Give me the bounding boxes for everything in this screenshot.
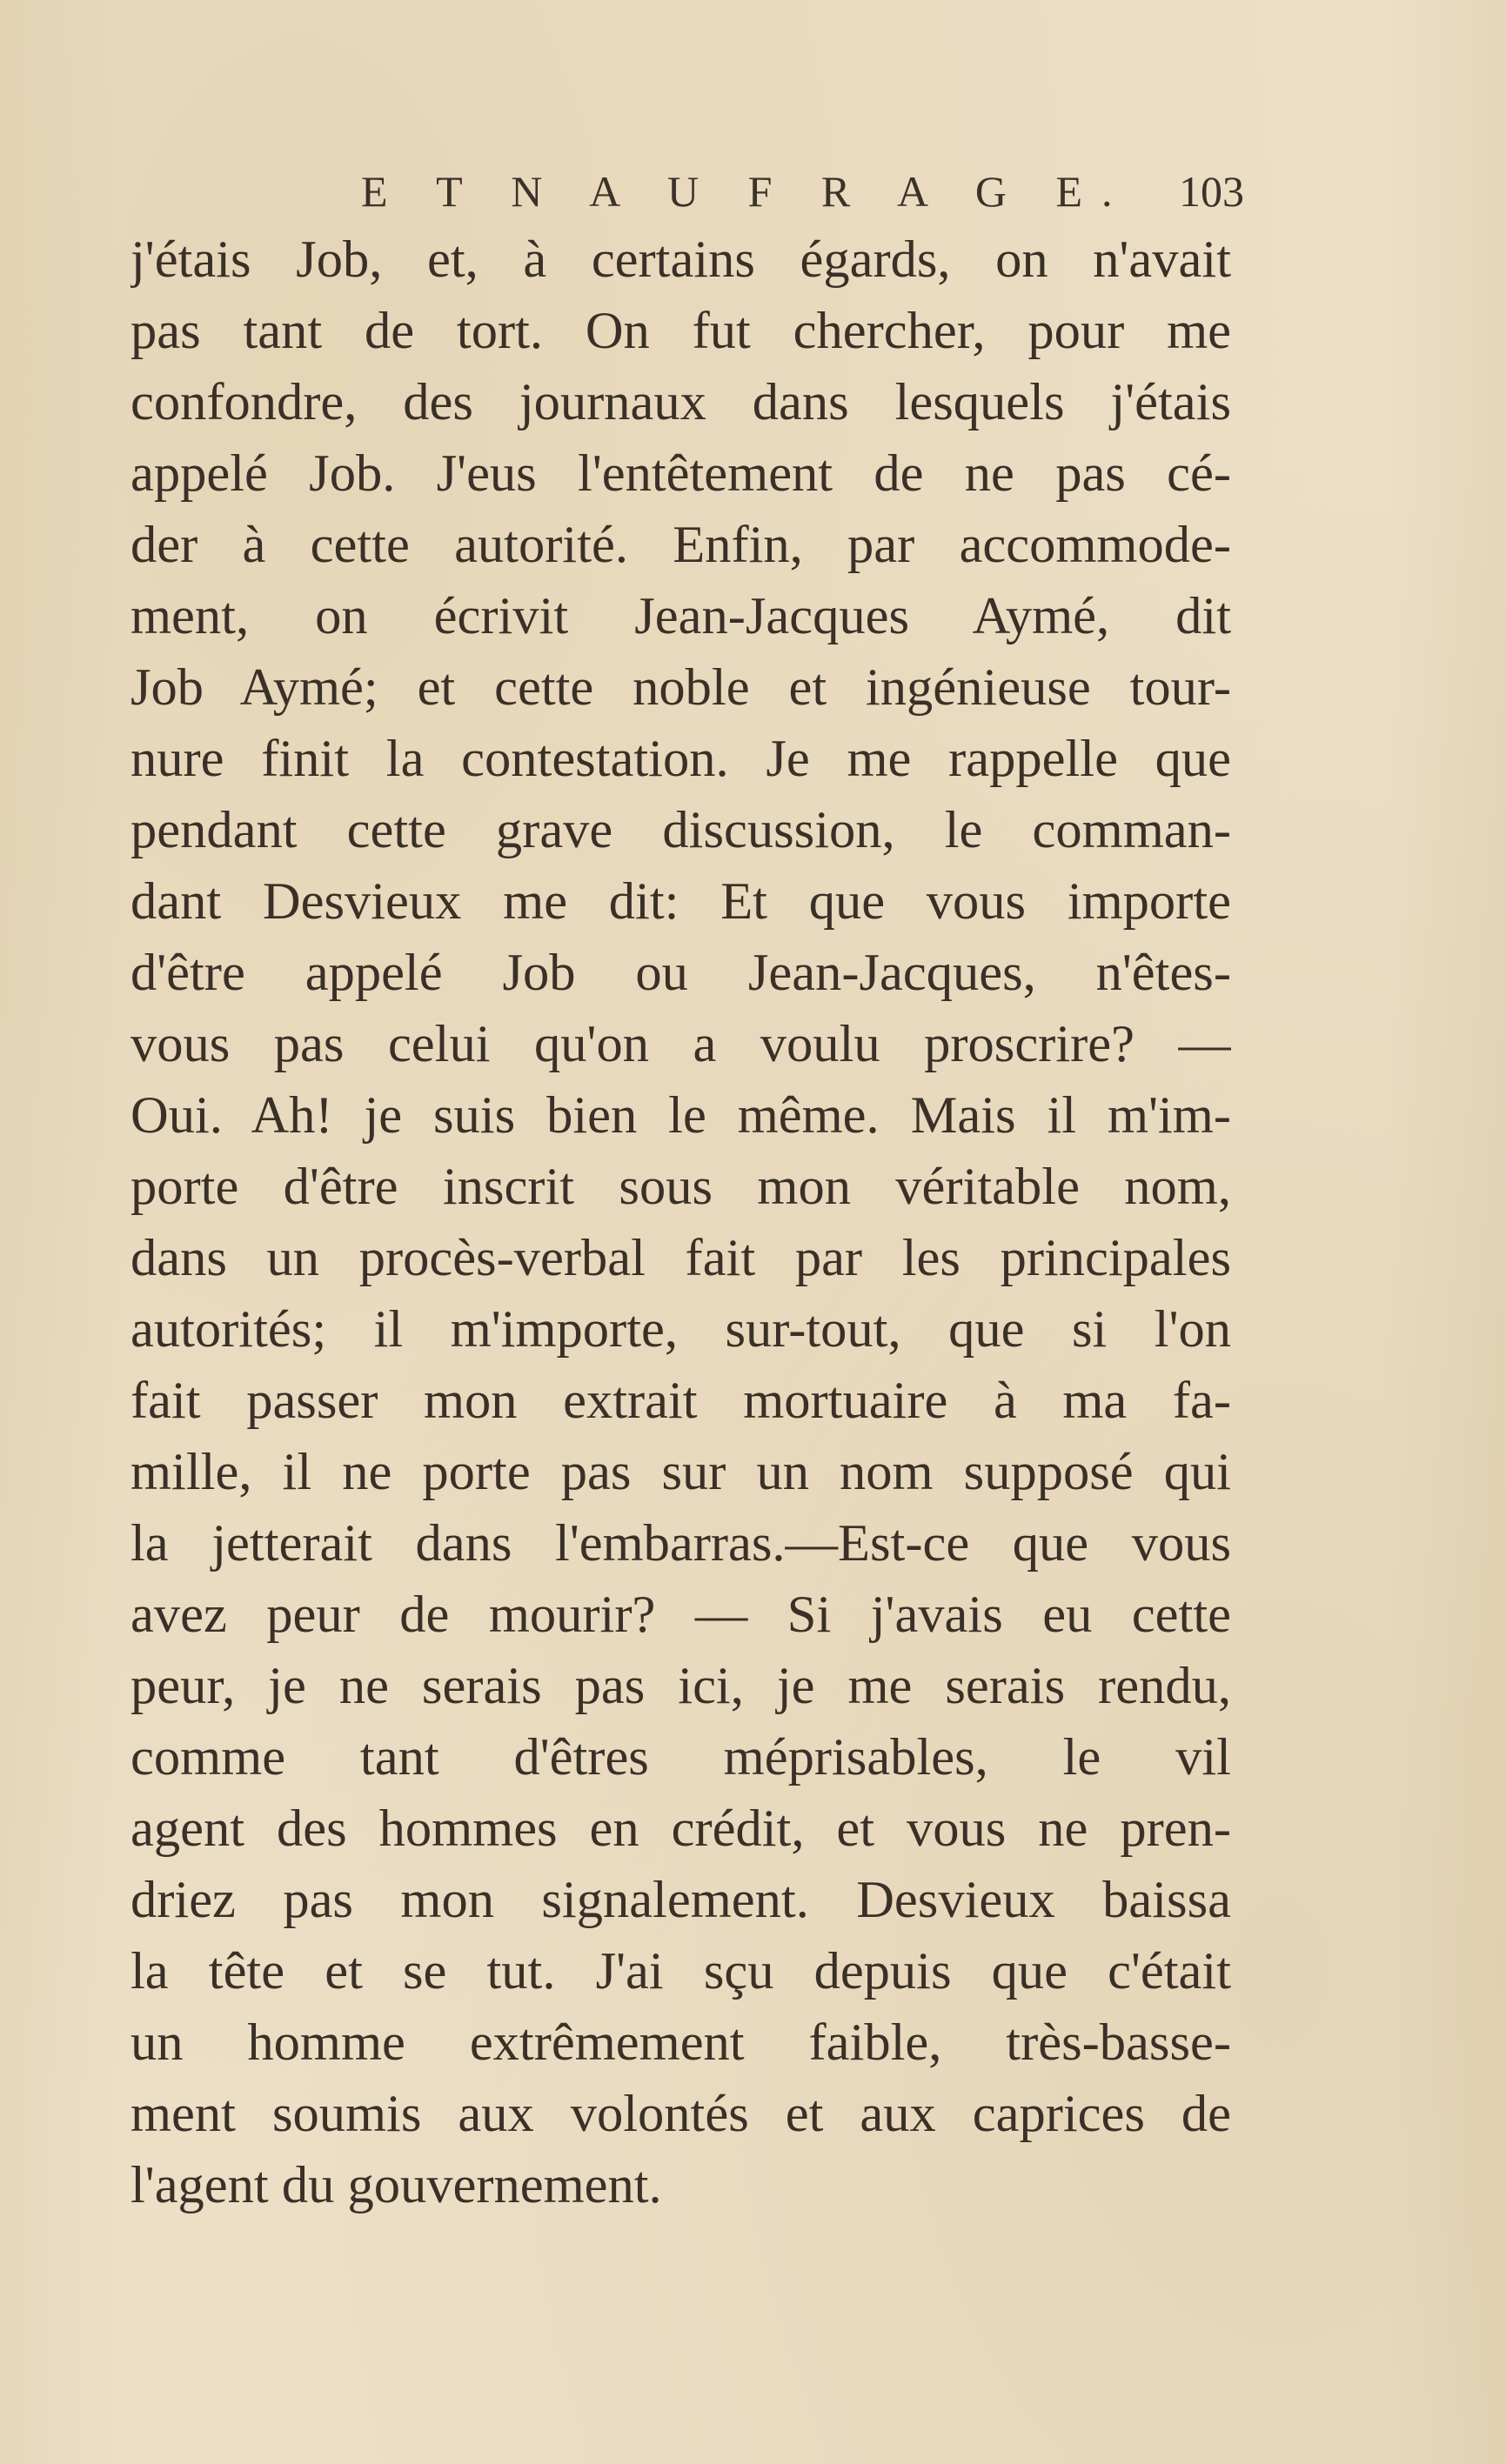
text-line: autorités; il m'importe, sur-tout, que si l'on: [131, 1300, 1231, 1359]
text-line: peur, je ne serais pas ici, je me serais rendu,: [131, 1657, 1231, 1715]
text-line: d'être appelé Job ou Jean-Jacques, n'êtes-: [131, 944, 1231, 1002]
page-number: 103: [1179, 167, 1244, 216]
text-line: ment soumis aux volontés et aux caprices de: [131, 2085, 1231, 2143]
body-text: [131, 224, 1231, 2221]
running-head: [135, 161, 1244, 222]
text-line: ment, on écrivit Jean-Jacques Aymé, dit: [131, 587, 1231, 645]
text-line: avez peur de mourir? — Si j'avais eu cette: [131, 1586, 1231, 1644]
text-line: comme tant d'êtres méprisables, le vil: [131, 1728, 1231, 1786]
text-line: fait passer mon extrait mortuaire à ma fa-: [131, 1372, 1231, 1430]
text-line: vous pas celui qu'on a voulu proscrire? —: [131, 1015, 1231, 1073]
text-line: j'étais Job, et, à certains égards, on n'avait: [131, 230, 1231, 289]
running-title: E T N A U F R A G E.: [361, 167, 1132, 216]
text-line: driez pas mon signalement. Desvieux baissa: [131, 1871, 1231, 1929]
text-line: nure finit la contestation. Je me rappelle que: [131, 730, 1231, 788]
text-line: pas tant de tort. On fut chercher, pour me: [131, 302, 1231, 360]
text-line: pendant cette grave discussion, le comman-: [131, 801, 1231, 859]
text-line: un homme extrêmement faible, très-basse-: [131, 2013, 1231, 2072]
text-line: la tête et se tut. J'ai sçu depuis que c'était: [131, 1942, 1231, 2000]
text-line: agent des hommes en crédit, et vous ne pren-: [131, 1800, 1231, 1858]
text-line: confondre, des journaux dans lesquels j'étais: [131, 373, 1231, 431]
text-line: la jetterait dans l'embarras.—Est-ce que vous: [131, 1514, 1231, 1573]
text-line: porte d'être inscrit sous mon véritable nom,: [131, 1158, 1231, 1216]
text-line: dans un procès-verbal fait par les principales: [131, 1229, 1231, 1287]
text-line: der à cette autorité. Enfin, par accommode-: [131, 516, 1231, 574]
text-line: dant Desvieux me dit: Et que vous importe: [131, 872, 1231, 931]
text-line: l'agent du gouvernement.: [131, 2156, 662, 2214]
text-line: Oui. Ah! je suis bien le même. Mais il m'im-: [131, 1086, 1231, 1145]
text-line: mille, il ne porte pas sur un nom supposé qui: [131, 1443, 1231, 1501]
text-line: Job Aymé; et cette noble et ingénieuse tour-: [131, 658, 1231, 717]
text-line: appelé Job. J'eus l'entêtement de ne pas cé-: [131, 444, 1231, 503]
